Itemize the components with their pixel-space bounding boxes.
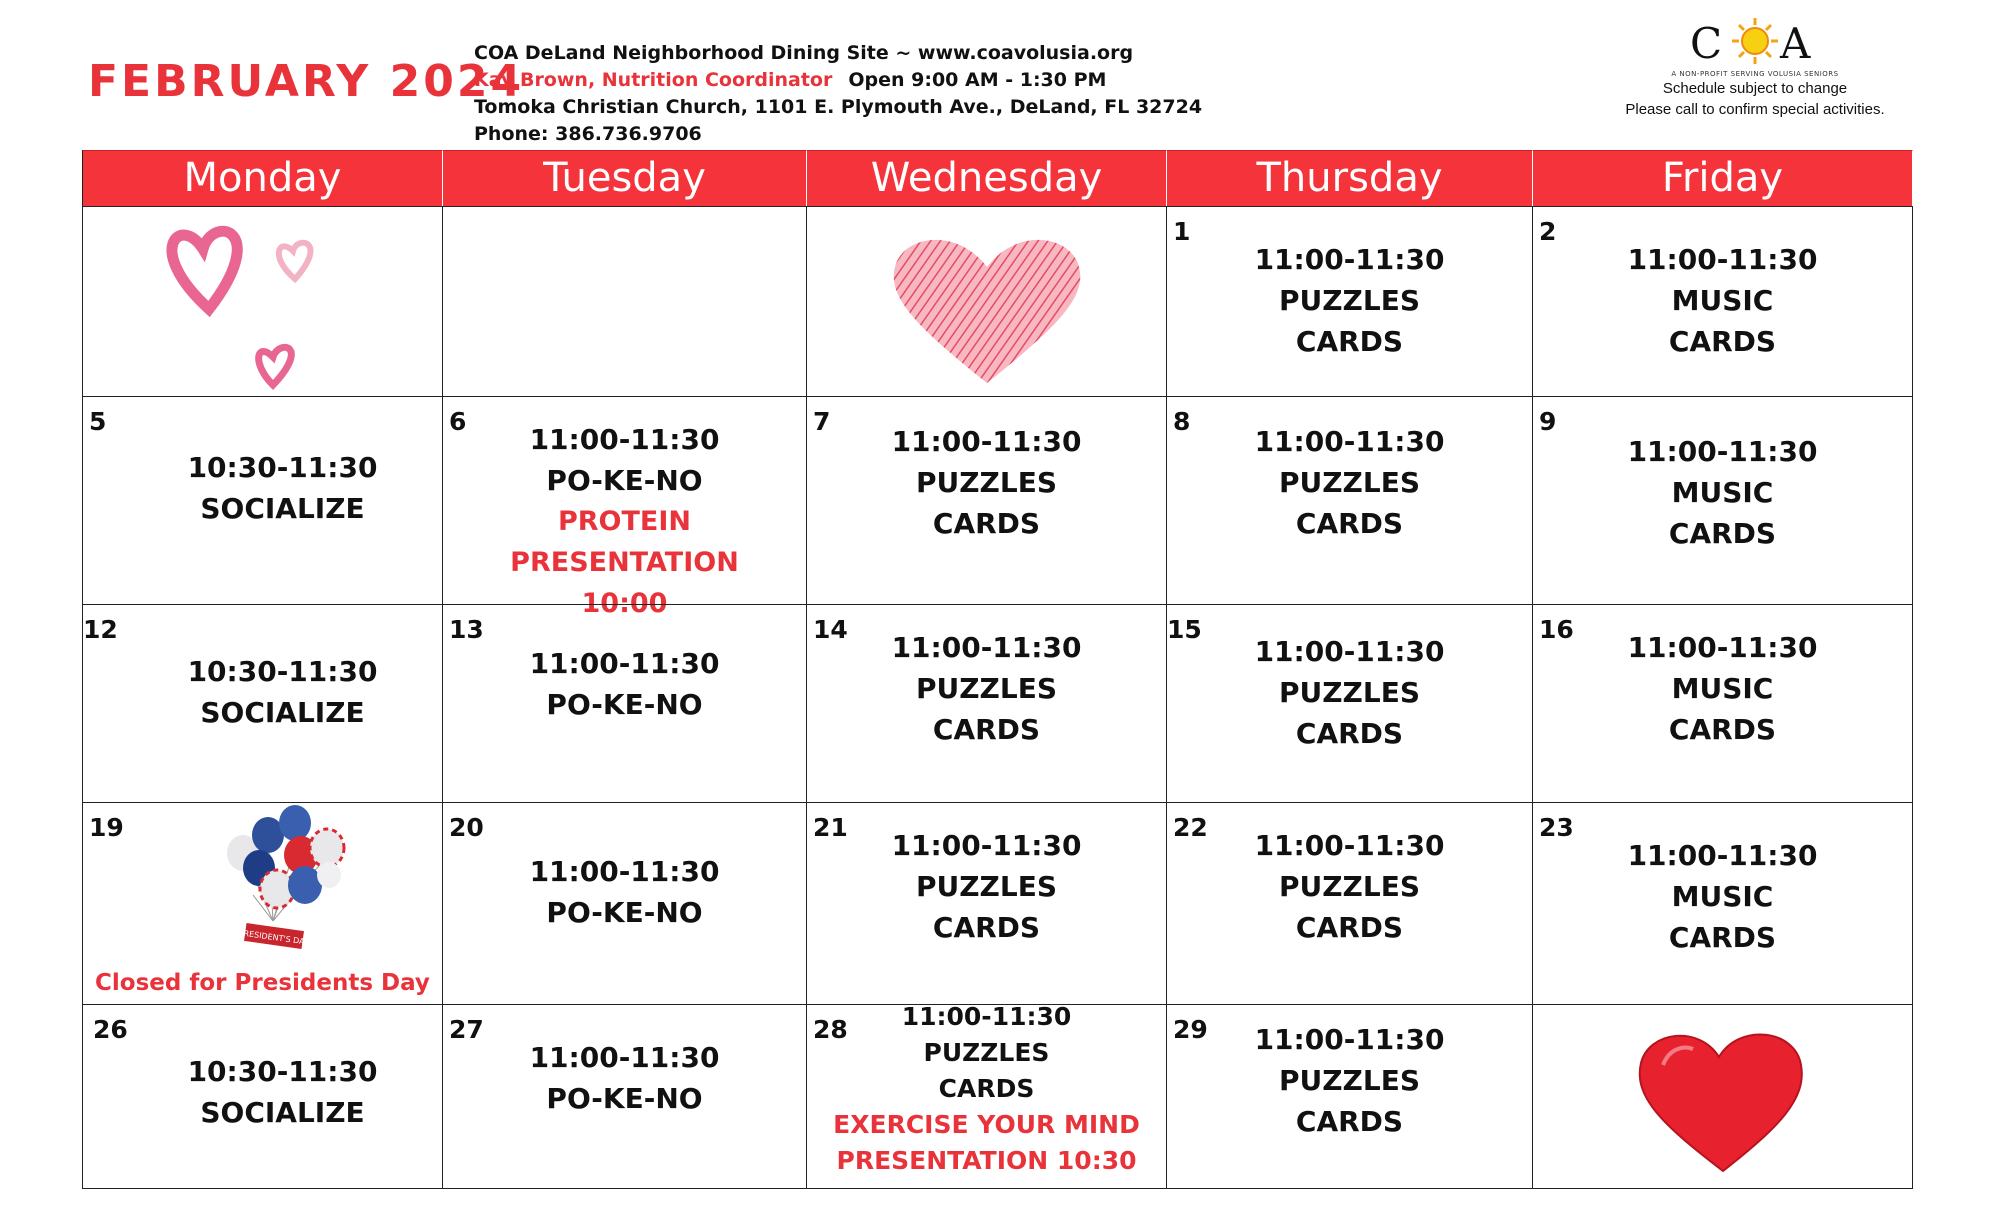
activity-name: PUZZLES: [916, 672, 1057, 705]
activity-time: 10:30-11:30: [187, 1055, 378, 1088]
calendar-cell: [807, 206, 1167, 396]
day-header-friday: Friday: [1533, 150, 1913, 206]
activity-name: SOCIALIZE: [200, 1096, 365, 1129]
activity-block: [1167, 825, 1532, 948]
date-number: 22: [1173, 813, 1208, 842]
activity-name: PUZZLES: [1279, 870, 1420, 903]
special-presentation-time: 10:00: [581, 588, 668, 619]
activity-block: [1533, 627, 1912, 750]
activity-name: MUSIC: [1671, 476, 1774, 509]
activity-time: 11:00-11:30: [529, 1041, 720, 1074]
activity-name: CARDS: [1668, 517, 1777, 550]
special-presentation: PROTEIN PRESENTATION: [510, 506, 739, 578]
activity-time: 11:00-11:30: [1254, 829, 1445, 862]
date-number: 6: [449, 407, 467, 436]
sun-icon: [1732, 18, 1778, 64]
activity-time: 11:00-11:30: [1254, 243, 1445, 276]
calendar-cell: [83, 802, 443, 1004]
date-number: 14: [813, 615, 848, 644]
activity-name: SOCIALIZE: [200, 492, 365, 525]
activity-block: [1533, 835, 1912, 958]
activity-block: [443, 1037, 806, 1119]
coordinator-name: Kay Brown, Nutrition Coordinator: [474, 69, 833, 91]
activity-time: 10:30-11:30: [187, 451, 378, 484]
activity-name: MUSIC: [1671, 672, 1774, 705]
activity-name: CARDS: [1295, 911, 1404, 944]
calendar-cell: [83, 396, 443, 604]
special-presentation-time: PRESENTATION 10:30: [836, 1146, 1137, 1175]
activity-block: [123, 651, 442, 733]
day-header-monday: Monday: [83, 150, 443, 206]
confirm-notice: Please call to confirm special activities.: [1625, 101, 1885, 118]
activity-time: 11:00-11:30: [529, 855, 720, 888]
activity-time: 10:30-11:30: [187, 655, 378, 688]
activity-time: 11:00-11:30: [891, 425, 1082, 458]
activity-name: PUZZLES: [916, 466, 1057, 499]
calendar-cell: [807, 802, 1167, 1004]
date-number: 26: [93, 1015, 128, 1044]
activity-block: [1167, 631, 1532, 754]
activity-block: [1533, 431, 1912, 554]
date-number: 15: [1167, 615, 1202, 644]
activity-time: 11:00-11:30: [891, 631, 1082, 664]
date-number: 27: [449, 1015, 484, 1044]
calendar-cell: [807, 604, 1167, 802]
logo-tagline: A NON-PROFIT SERVING VOLUSIA SENIORS: [1671, 70, 1839, 78]
activity-block: [807, 627, 1166, 750]
presidents-day-banner: PRESIDENT'S DAY: [238, 928, 310, 947]
activity-time: 11:00-11:30: [529, 647, 720, 680]
date-number: 5: [89, 407, 107, 436]
activity-name: MUSIC: [1671, 880, 1774, 913]
activity-block: [807, 825, 1166, 948]
activity-time: 11:00-11:30: [1627, 435, 1818, 468]
activity-block: [1533, 239, 1912, 362]
calendar-cell: [1167, 802, 1533, 1004]
activity-time: 11:00-11:30: [901, 1002, 1072, 1031]
coordinator-line: [474, 67, 1202, 94]
activity-time: 11:00-11:30: [1254, 425, 1445, 458]
site-info: [474, 40, 1202, 148]
activity-block: [123, 447, 442, 529]
activity-name: CARDS: [1295, 717, 1404, 750]
address-line: Tomoka Christian Church, 1101 E. Plymouth Ave., DeLand, FL 32724: [474, 96, 1203, 118]
day-header-tuesday: Tuesday: [443, 150, 807, 206]
activity-block: [443, 643, 806, 725]
heart-scribble-icon: [807, 207, 1167, 397]
calendar-cell: [83, 206, 443, 396]
activity-name: CARDS: [1668, 713, 1777, 746]
date-number: 8: [1173, 407, 1191, 436]
calendar-cell: [83, 1004, 443, 1188]
activity-name: CARDS: [932, 507, 1041, 540]
open-hours: Open 9:00 AM - 1:30 PM: [848, 69, 1107, 91]
activity-name: PUZZLES: [923, 1038, 1050, 1067]
calendar-cell: [1533, 206, 1913, 396]
activity-name: PUZZLES: [1279, 1064, 1420, 1097]
activity-name: CARDS: [932, 713, 1041, 746]
activity-name: CARDS: [1295, 507, 1404, 540]
site-line: COA DeLand Neighborhood Dining Site ~ www.coavolusia.org: [474, 42, 1134, 64]
calendar-cell: [807, 1004, 1167, 1188]
calendar-cell: [83, 604, 443, 802]
date-number: 29: [1173, 1015, 1208, 1044]
activity-block: [1167, 421, 1532, 544]
date-number: 9: [1539, 407, 1557, 436]
red-heart-icon: [1533, 1005, 1913, 1189]
activity-block: [443, 419, 806, 624]
activity-block: [1167, 1015, 1532, 1142]
calendar-cell: [443, 206, 807, 396]
activity-name: CARDS: [1668, 921, 1777, 954]
activity-name: SOCIALIZE: [200, 696, 365, 729]
activity-name: CARDS: [1295, 325, 1404, 358]
svg-text:A: A: [1780, 19, 1811, 68]
date-number: 28: [813, 1015, 848, 1044]
day-header-thursday: Thursday: [1167, 150, 1533, 206]
activity-name: PO-KE-NO: [546, 1082, 703, 1115]
svg-text:C: C: [1690, 19, 1723, 68]
date-number: 23: [1539, 813, 1574, 842]
month-title: FEBRUARY 2024: [88, 56, 525, 107]
closed-notice: Closed for Presidents Day: [95, 970, 430, 996]
calendar-cell: [1533, 396, 1913, 604]
activity-time: 11:00-11:30: [1627, 243, 1818, 276]
activity-time: 11:00-11:30: [529, 423, 720, 456]
activity-time: 11:00-11:30: [1627, 839, 1818, 872]
activity-name: PUZZLES: [916, 870, 1057, 903]
calendar-cell: [1167, 396, 1533, 604]
calendar-cell: [1533, 604, 1913, 802]
calendar-cell: [1167, 206, 1533, 396]
coa-logo-block: [1590, 12, 1920, 120]
activity-name: MUSIC: [1671, 284, 1774, 317]
balloons-icon: [83, 803, 443, 963]
date-number: 21: [813, 813, 848, 842]
activity-name: PUZZLES: [1279, 676, 1420, 709]
coa-logo: [1670, 12, 1840, 72]
date-number: 16: [1539, 615, 1574, 644]
activity-name: PUZZLES: [1279, 284, 1420, 317]
date-number: 7: [813, 407, 831, 436]
activity-block: [807, 421, 1166, 544]
date-number: 19: [89, 813, 124, 842]
date-number: 12: [83, 615, 118, 644]
special-presentation: EXERCISE YOUR MIND: [833, 1110, 1140, 1139]
activity-name: CARDS: [1295, 1105, 1404, 1138]
schedule-notice: Schedule subject to change: [1662, 80, 1848, 97]
activity-name: CARDS: [938, 1074, 1035, 1103]
activity-name: CARDS: [932, 911, 1041, 944]
activity-time: 11:00-11:30: [1254, 635, 1445, 668]
activity-name: PO-KE-NO: [546, 896, 703, 929]
activity-name: PO-KE-NO: [546, 688, 703, 721]
calendar-grid: [82, 150, 1913, 1189]
date-number: 2: [1539, 217, 1557, 246]
calendar-cell: [443, 1004, 807, 1188]
activity-block: [807, 999, 1166, 1179]
calendar-cell: [1533, 802, 1913, 1004]
hearts-icon: [83, 207, 443, 397]
calendar-cell: [1533, 1004, 1913, 1188]
date-number: 13: [449, 615, 484, 644]
calendar-cell: [443, 396, 807, 619]
activity-name: PUZZLES: [1279, 466, 1420, 499]
calendar-cell: [443, 604, 807, 802]
calendar-cell: [1167, 1004, 1533, 1188]
activity-name: PO-KE-NO: [546, 464, 703, 497]
activity-time: 11:00-11:30: [1254, 1023, 1445, 1056]
activity-block: [123, 1051, 442, 1133]
activity-time: 11:00-11:30: [891, 829, 1082, 862]
activity-name: CARDS: [1668, 325, 1777, 358]
date-number: 20: [449, 813, 484, 842]
phone-line: Phone: 386.736.9706: [474, 123, 702, 145]
date-number: 1: [1173, 217, 1191, 246]
activity-time: 11:00-11:30: [1627, 631, 1818, 664]
calendar-cell: [807, 396, 1167, 604]
activity-block: [1167, 239, 1532, 362]
day-header-wednesday: Wednesday: [807, 150, 1167, 206]
activity-block: [443, 851, 806, 933]
calendar-cell: [1167, 604, 1533, 802]
calendar-cell: [443, 802, 807, 1004]
